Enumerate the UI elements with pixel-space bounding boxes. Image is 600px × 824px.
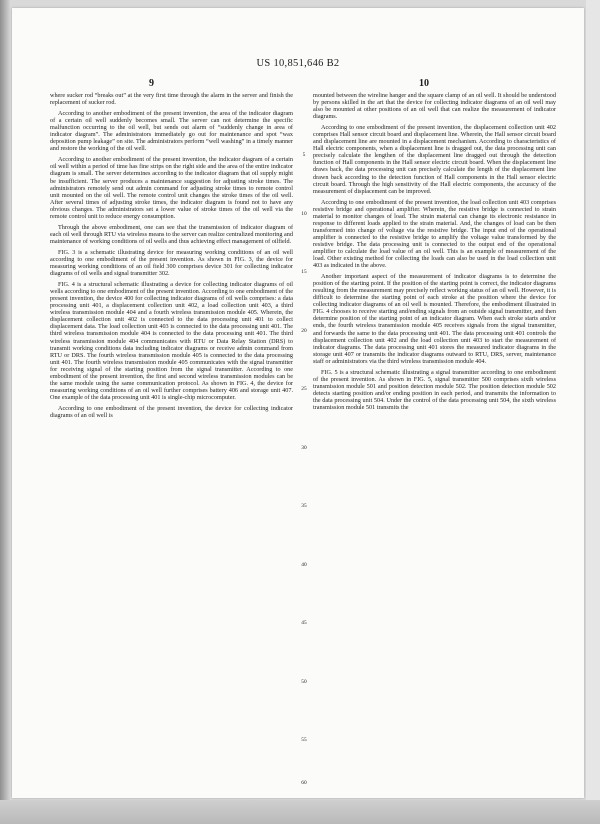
line-number: 20 <box>301 328 307 334</box>
line-number: 35 <box>301 503 307 509</box>
scan-margin-right <box>586 0 600 824</box>
right-text-column <box>313 92 556 792</box>
line-number: 30 <box>301 445 307 451</box>
line-number: 5 <box>302 152 306 158</box>
line-number: 60 <box>301 780 307 786</box>
paragraph: Through the above embodiment, one can see that the transmission of indicator diagram of each oil well through RTU via wireless means to the server can realize centralized monitoring and maintenance of working conditions of oil wells and thus achieving effect management of oilfield. <box>50 223 293 245</box>
line-number-gutter <box>298 92 310 792</box>
paragraph: According to one embodiment of the present invention, the device for collecting indicator diagrams of an oil well is <box>50 404 293 419</box>
scan-shadow-bottom <box>0 800 600 824</box>
patent-number-header: US 10,851,646 B2 <box>256 58 340 69</box>
line-number: 10 <box>301 211 307 217</box>
line-number: 25 <box>301 386 307 392</box>
paragraph: According to one embodiment of the present invention, the load collection unit 403 comprises resistive bridge and operational amplifier. Wherein, the resistive bridge is connected to strain material to monitor changes of load. The strain material can change its electronic resistance in response to different loads applied to the strain material. And, the changes of load can be then transformed into change of voltage via the resistive bridge. The input end of the operational amplifier is connected to the resistive bridge to amplify the voltage value transformed by the resistive bridge. The data processing unit is connected to the output end of the operational amplifier to calculate the load value of an oil well. This is an example of measurement of the load. Other existing method for collecting the loads can also be used in the load collection unit 403 as indicated in the above. <box>313 198 556 270</box>
paragraph: where sucker rod “breaks out” at the very first time through the alarm in the server and finish the replacement of sucker rod. <box>50 92 293 107</box>
right-column-number: 10 <box>419 78 429 89</box>
scan-shadow-left <box>0 0 10 824</box>
paragraph: FIG. 3 is a schematic illustrating device for measuring working conditions of an oil well according to one embodiment of the present invention. As shown in FIG. 3, the device for measuring working conditions of an oil field 300 comprises device 301 for collecting indicator diagrams of oil wells and signal transmitter 302. <box>50 248 293 278</box>
paragraph: Another important aspect of the measurement of indicator diagrams is to determine the position of the starting point. If the position of the starting point is correct, the indicator diagrams resulting from the measurement may precisely reflect working status of an oil well. However, it is difficult to determine the starting point of each stroke at the position where the device for collecting indicator diagrams of an oil well is mounted. Therefore, the embodiment illustrated in FIG. 4 chooses to receive starting and/ending signals from an outside signal transmitter, and then determine position of the starting point of an indicator diagram. When each stroke starts and/or ends, the fourth wireless transmission module 405 receives signals from the signal transmitter, and forwards the same to the data processing unit 401. The data processing unit 401 controls the displacement collection unit 402 and the load collection unit 403 to start the measurement of indicator diagrams. The data processing unit 401 stores the measured indicator diagrams in the storage unit 407 or transmits the indicator diagrams outward to RTU, DRS, server, maintenance staff or administrators via the third wireless transmission module 404. <box>313 273 556 365</box>
left-column-number: 9 <box>149 78 154 89</box>
left-text-column <box>50 92 293 792</box>
paragraph: mounted between the wireline hanger and the square clamp of an oil well. It should be understood by persons skilled in the art that the device for collecting indicator diagrams of an oil well may also be mounted at other positions of an oil well that can realize the measurement of indicator diagrams. <box>313 92 556 121</box>
paragraph: FIG. 4 is a structural schematic illustrating a device for collecting indicator diagrams of oil wells according to one embodiment of the present invention. According to one embodiment of the present invention, the device 400 for collecting indicator diagrams of oil wells comprises: a data processing unit 401, a displacement collection unit 402, a load collection unit 403, a third wireless transmission module 404 and a fourth wireless transmission module 405. Wherein, the displacement collection unit 402 is connected to the data processing unit 401 to collect displacement data. The load collection unit 403 is connected to the data processing unit 401. The third wireless transmission module 404 is connected to the data processing unit 401. The third wireless transmission module 404 communicates with RTU or Data Relay Station (DRS) to transmit working conditions data including indicator diagrams or receive admin command from RTU or DRS. The fourth wireless transmission module 405 is connected to the data processing unit 401. The fourth wireless transmission module 405 communicates with the signal transmitter for receiving signal of the starting position from the signal transmitter. According to one embodiment of the present invention, the first and second wireless transmission modules can be the same module using the same communication protocol. As shown in FIG. 4, the device for measuring working conditions of an oil well further comprises battery 406 and storage unit 407. One example of the data processing unit 401 is single-chip microcomputer. <box>50 281 293 401</box>
line-number: 55 <box>301 737 307 743</box>
paragraph: According to another embodiment of the present invention, the indicator diagram of a certain oil well within a period of time has fine strips on the right side and the area of the entire indicator diagram is small. The server determines according to the indicator diagram that oil supply might be insufficient. The server produces a maintenance suggestion for adjusting stroke times. The administrators remotely send out admin command for adjusting stroke times to remote control unit mounted on the oil well. The remote control unit changes the stroke times of the oil well. After several times of adjusting stroke times, the indicator diagram is found not to have any obvious changes. The administrators set a lower value of stroke times of the oil well via the remote control unit to reduce energy consumption. <box>50 156 293 220</box>
paragraph: FIG. 5 is a structural schematic illustrating a signal transmitter according to one embodiment of the present invention. As shown in FIG. 5, signal transmitter 500 comprises sixth wireless transmission module 501 and position detection module 502. The position detection module 502 detects starting position and/or ending position in each period, and transmits the information to the data processing unit 504. Under the control of the data processing unit 504, the sixth wireless transmission module 501 transmits the <box>313 368 556 411</box>
line-number: 15 <box>301 269 307 275</box>
line-number: 50 <box>301 679 307 685</box>
paragraph: According to another embodiment of the present invention, the area of the indicator diagram of a certain oil well suddenly becomes small. The server can not determine the specific malfunction occurring to the oil well, but sends out alarm of “suddenly change in area of indicator diagram”. The administrators immediately go out for maintenance and spot “wax deposition pump leakage” on site. The administrators perform “well washing” in a timely manner and restore the working of the oil well. <box>50 110 293 153</box>
line-number: 45 <box>301 620 307 626</box>
line-number: 40 <box>301 562 307 568</box>
paragraph: According to one embodiment of the present invention, the displacement collection unit 402 comprises Hall sensor circuit board and displacement line. Wherein, the Hall sensor circuit board and displacement line are mounted in a displacement mechanism. According to characteristics of Hall electric components, when a displacement line is dragged out, the data processing unit can precisely calculate the lengthen of the displacement line dragged out through the detection function of Hall components in the Hall sensor electric circuit board. When the displacement line draws back, the data processing unit can precisely calculate the length of the displacement line drawn back according to the detection function of Hall components in the Hall sensor electric circuit board. Through the high sensitivity of the Hall electric components, the accuracy of the measurement of displacement can be improved. <box>313 124 556 195</box>
patent-page <box>12 8 584 798</box>
